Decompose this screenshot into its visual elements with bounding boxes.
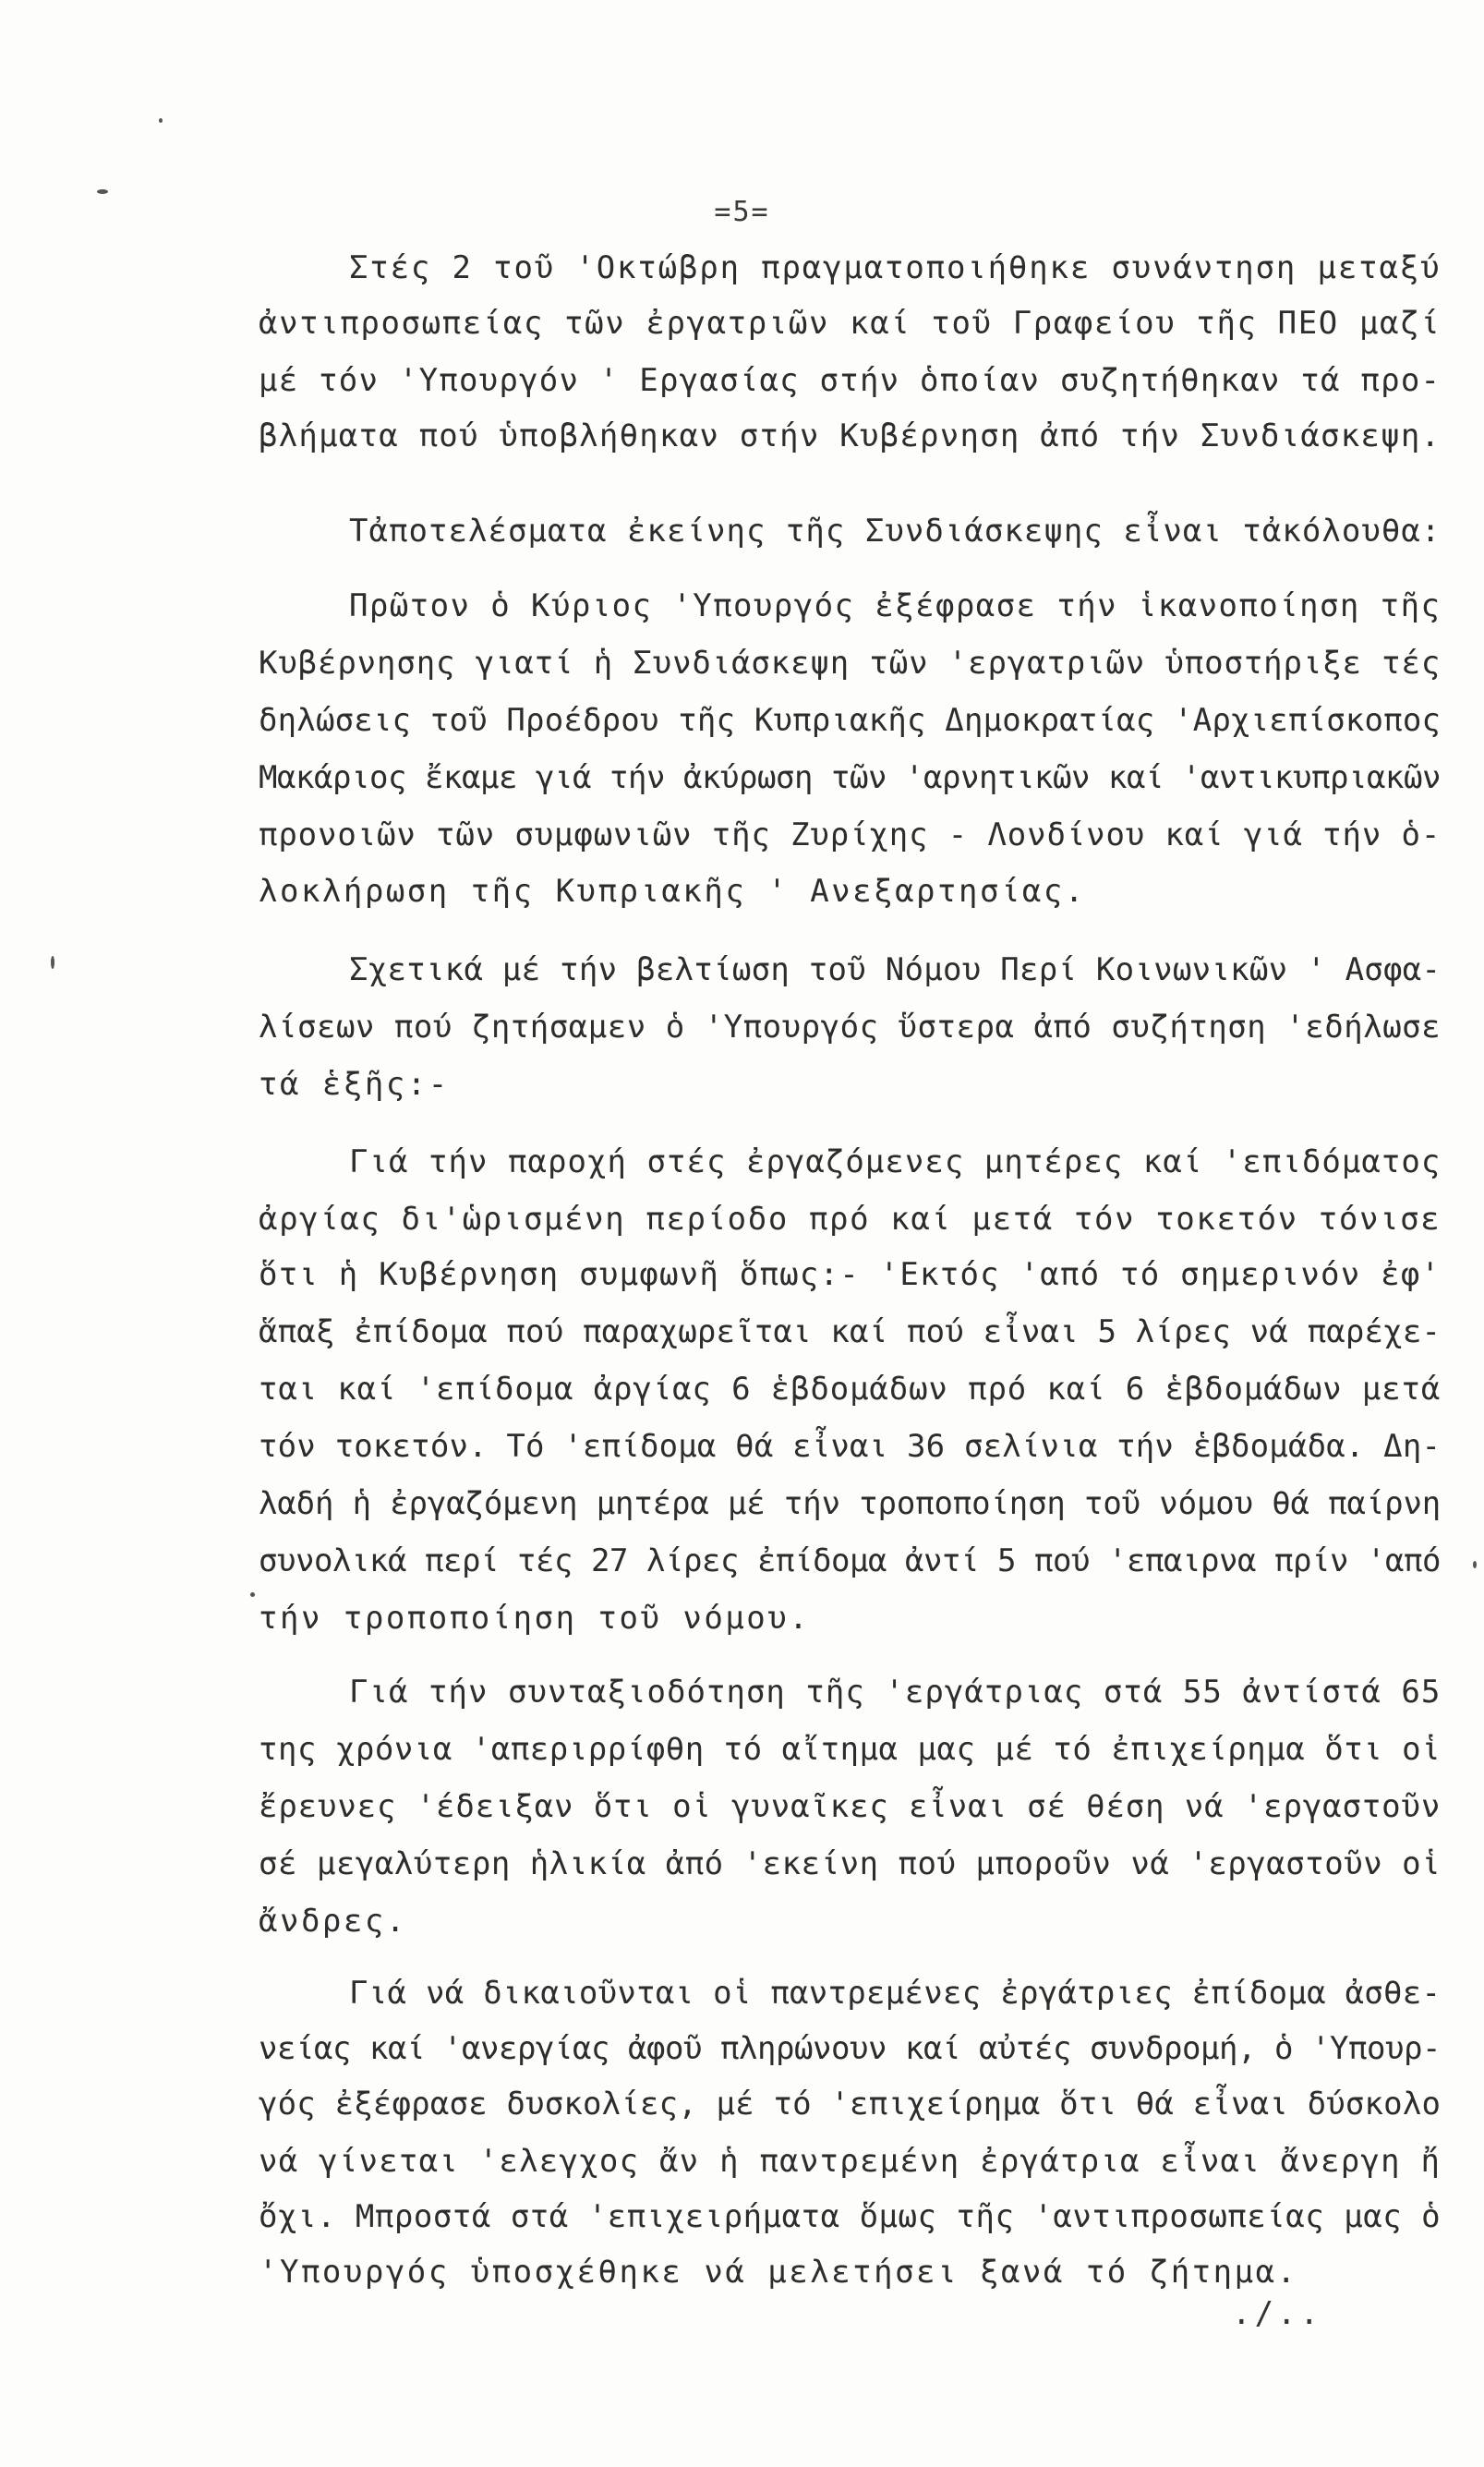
text-line: της χρόνια 'απεριρρίφθη τό αἴτημα μας μέ τό ἐπιχείρημα ὅτι οἱ [259,1731,1442,1768]
text-line: προνοιῶν τῶν συμφωνιῶν τῆς Ζυρίχης - Λονδίνου καί γιά τήν ὁ- [259,816,1442,853]
text-line: ἀργίας δι'ὡρισμένη περίοδο πρό καί μετά τόν τοκετόν τόνισε [259,1201,1442,1238]
text-line: συνολικά περί τές 27 λίρες ἐπίδομα ἀντί 5 πού 'επαιρνα πρίν 'από [259,1542,1442,1579]
text-line: τά ἑξῆς:- [259,1066,450,1103]
text-line: Κυβέρνησης γιατί ἡ Συνδιάσκεψη τῶν 'εργατριῶν ὑποστήριξε τές [259,645,1442,682]
text-line: ὅτι ἡ Κυβέρνηση συμφωνῆ ὅπως:- 'Εκτός 'από τό σημερινόν ἐφ' [259,1256,1442,1293]
text-line: δηλώσεις τοῦ Προέδρου τῆς Κυπριακῆς Δημοκρατίας 'Αρχιεπίσκοπος [259,702,1442,739]
scan-speck [1473,1561,1477,1568]
text-line: τήν τροποποίηση τοῦ νόμου. [259,1600,811,1637]
scan-speck [97,189,108,194]
text-line: τόν τοκετόν. Τό 'επίδομα θά εἶναι 36 σελίνια τήν ἑβδομάδα. Δη- [259,1428,1442,1465]
text-line: Πρῶτον ὁ Κύριος 'Υπουργός ἐξέφρασε τήν ἱκανοποίηση τῆς [349,587,1442,624]
text-line: λαδή ἡ ἐργαζόμενη μητέρα μέ τήν τροποποίηση τοῦ νόμου θά παίρνη [259,1485,1442,1522]
text-line: Σχετικά μέ τήν βελτίωση τοῦ Νόμου Περί Κοινωνικῶν ' Ασφα- [349,951,1442,988]
page-number: =5= [714,196,770,228]
text-line: Γιά τήν συνταξιοδότηση τῆς 'εργάτριας στά 55 ἀντίστά 65 [349,1674,1442,1711]
text-line: ὄχι. Μπροστά στά 'επιχειρήματα ὅμως τῆς 'αντιπροσωπείας μας ὁ [259,2198,1442,2235]
text-line: λίσεων πού ζητήσαμεν ὁ 'Υπουργός ὕστερα ἀπό συζήτηση 'εδήλωσε [259,1009,1442,1046]
text-line: ἀντιπροσωπείας τῶν ἐργατριῶν καί τοῦ Γραφείου τῆς ΠΕΟ μαζί [259,305,1442,342]
text-line: Τἀποτελέσματα ἐκείνης τῆς Συνδιάσκεψης εἶναι τἀκόλουθα: [349,513,1442,550]
text-line: Γιά τήν παροχή στές ἐργαζόμενες μητέρες καί 'επιδόματος [349,1143,1442,1180]
scan-speck [250,1592,255,1597]
text-line: σέ μεγαλύτερη ἡλικία ἀπό 'εκείνη πού μποροῦν νά 'εργαστοῦν οἱ [259,1845,1442,1882]
scan-speck [159,118,163,123]
text-line: λοκλήρωση τῆς Κυπριακῆς ' Ανεξαρτησίας. [259,873,1086,910]
text-line: μέ τόν 'Υπουργόν ' Εργασίας στήν ὁποίαν συζητήθηκαν τά προ- [259,362,1442,399]
text-line: βλήματα πού ὑποβλήθηκαν στήν Κυβέρνηση ἀπό τήν Συνδιάσκεψη. [259,417,1442,454]
text-line: Γιά νά δικαιοῦνται οἱ παντρεμένες ἐργάτριες ἐπίδομα ἀσθε- [349,1975,1442,2012]
text-line: Μακάριος ἔκαμε γιά τήν ἀκύρωση τῶν 'αρνητικῶν καί 'αντικυπριακῶν [259,759,1442,796]
continuation-mark: ./.. [1232,2295,1322,2332]
text-line: 'Υπουργός ὑποσχέθηκε νά μελετήσει ξανά τό ζήτημα. [259,2254,1298,2291]
scan-speck [51,956,54,969]
text-line: Στές 2 τοῦ 'Οκτώβρη πραγματοποιήθηκε συνάντηση μεταξύ [349,249,1442,286]
text-line: ἔρευνες 'έδειξαν ὅτι οἱ γυναῖκες εἶναι σέ θέση νά 'εργαστοῦν [259,1788,1442,1825]
text-line: νείας καί 'ανεργίας ἀφοῦ πληρώνουν καί αὐτές συνδρομή, ὁ 'Υπουρ- [259,2030,1442,2067]
text-line: ἅπαξ ἐπίδομα πού παραχωρεῖται καί πού εἶναι 5 λίρες νά παρέχε- [259,1313,1442,1350]
text-line: ἄνδρες. [259,1903,407,1940]
text-line: νά γίνεται 'ελεγχος ἄν ἡ παντρεμένη ἐργάτρια εἶναι ἄνεργη ἤ [259,2143,1442,2180]
text-line: ται καί 'επίδομα ἀργίας 6 ἑβδομάδων πρό καί 6 ἑβδομάδων μετά [259,1371,1442,1408]
text-line: γός ἐξέφρασε δυσκολίες, μέ τό 'επιχείρημα ὅτι θά εἶναι δύσκολο [259,2086,1442,2122]
